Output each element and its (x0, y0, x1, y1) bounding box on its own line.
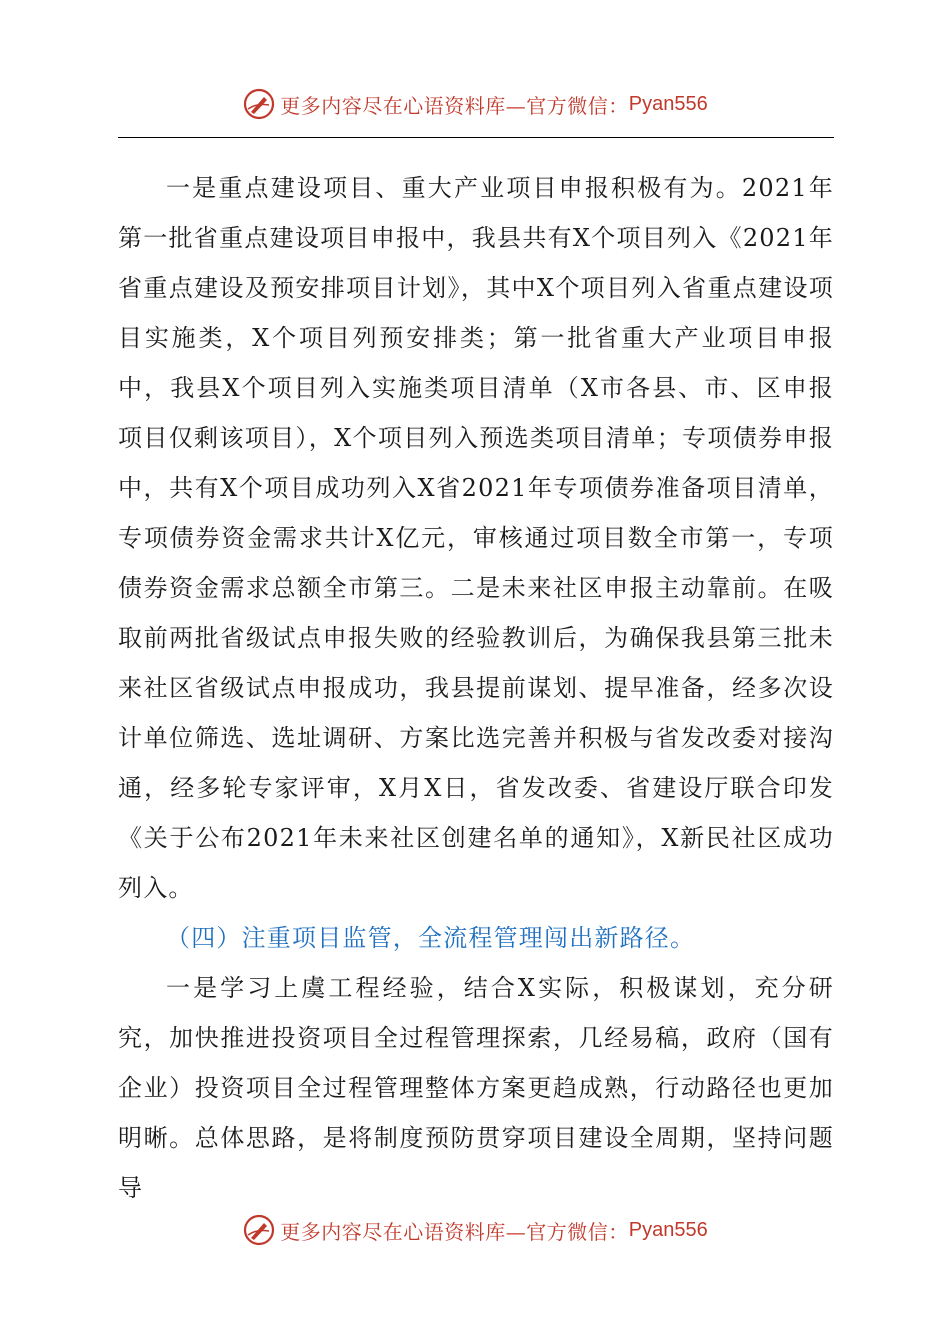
header-banner (0, 86, 950, 122)
document-body (118, 163, 834, 1213)
pen-logo-icon (242, 1213, 276, 1247)
paragraph-2: 一是学习上虞工程经验，结合X实际，积极谋划，充分研究，加快推进投资项目全过程管理探索，几经易稿，政府（国有企业）投资项目全过程管理整体方案更趋成熟，行动路径也更加明晰。总体思路，是将制度预防贯穿项目建设全周期，坚持问题导 (118, 974, 834, 1202)
footer-banner-text: 更多内容尽在心语资料库—官方微信： (280, 1219, 629, 1244)
pen-logo-icon (242, 87, 276, 121)
header-divider (118, 137, 834, 138)
section-heading: （四）注重项目监管，全流程管理闯出新路径。 (166, 924, 696, 952)
header-banner-text: 更多内容尽在心语资料库—官方微信： (280, 93, 629, 118)
header-wechat-id: Pyan556 (628, 92, 708, 115)
footer-wechat-id: Pyan556 (628, 1218, 708, 1241)
paragraph-1: 一是重点建设项目、重大产业项目申报积极有为。2021年第一批省重点建设项目申报中，我县共有X个项目列入《2021年省重点建设及预安排项目计划》，其中X个项目列入省重点建设项目实施类，X个项目列预安排类；第一批省重大产业项目申报中，我县X个项目列入实施类项目清单（X市各县、市、区申报项目仅剩该项目），X个项目列入预选类项目清单；专项债券申报中，共有X个项目成功列入X省2021年专项债券准备项目清单，专项债券资金需求共计X亿元，审核通过项目数全市第一，专项债券资金需求总额全市第三。二是未来社区申报主动靠前。在吸取前两批省级试点申报失败的经验教训后，为确保我县第三批未来社区省级试点申报成功，我县提前谋划、提早准备，经多次设计单位筛选、选址调研、方案比选完善并积极与省发改委对接沟通，经多轮专家评审，X月X日，省发改委、省建设厅联合印发《关于公布2021年未来社区创建名单的通知》，X新民社区成功列入。 (118, 174, 834, 902)
footer-banner (0, 1212, 950, 1248)
